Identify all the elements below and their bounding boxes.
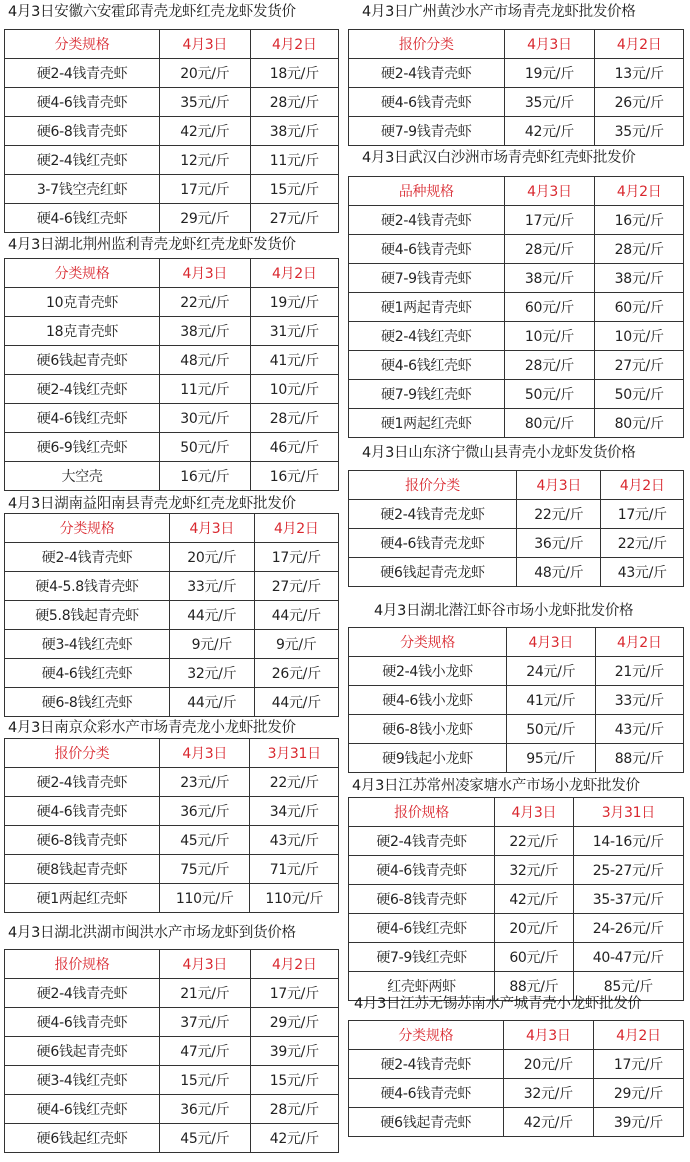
spec-cell: 硬4-5.8钱青壳虾	[5, 572, 170, 601]
spec-cell: 硬2-4钱青壳虾	[5, 768, 160, 797]
price-cell: 35元/斤	[504, 88, 595, 117]
price-cell: 41元/斤	[507, 686, 595, 715]
price-cell: 110元/斤	[250, 884, 339, 913]
table-row	[349, 715, 684, 744]
table-row	[5, 826, 339, 855]
price-cell: 22元/斤	[495, 827, 574, 856]
table-header-row	[349, 471, 684, 500]
price-cell: 41元/斤	[250, 346, 338, 375]
table-row	[5, 1008, 339, 1037]
spec-cell: 硬6钱起青壳虾	[5, 346, 160, 375]
price-cell: 32元/斤	[170, 659, 254, 688]
spec-cell: 硬4-6钱青壳虾	[5, 797, 160, 826]
price-cell: 34元/斤	[250, 797, 339, 826]
price-table	[348, 470, 684, 587]
table-row	[5, 117, 339, 146]
price-cell: 11元/斤	[160, 375, 250, 404]
table-row	[349, 322, 684, 351]
spec-cell: 硬7-9钱红壳虾	[349, 943, 495, 972]
header-cell: 4月2日	[601, 471, 684, 500]
price-cell: 39元/斤	[593, 1108, 683, 1137]
spec-cell: 硬6-8钱红壳虾	[5, 688, 170, 717]
price-cell: 20元/斤	[160, 59, 250, 88]
price-cell: 71元/斤	[250, 855, 339, 884]
table-row	[349, 1079, 684, 1108]
spec-cell: 硬2-4钱青壳虾	[349, 206, 505, 235]
price-cell: 38元/斤	[595, 264, 684, 293]
table-row	[5, 1066, 339, 1095]
table-row	[349, 88, 684, 117]
header-cell: 4月3日	[159, 739, 249, 768]
price-cell: 28元/斤	[504, 351, 595, 380]
header-cell: 3月31日	[573, 798, 683, 827]
spec-cell: 硬2-4钱青壳虾	[5, 979, 160, 1008]
header-cell: 4月2日	[254, 514, 338, 543]
table-row	[349, 59, 684, 88]
spec-cell: 硬6-8钱小龙虾	[349, 715, 507, 744]
header-cell: 4月2日	[593, 1021, 683, 1050]
table-row	[349, 943, 684, 972]
price-cell: 23元/斤	[159, 768, 249, 797]
price-cell: 15元/斤	[160, 1066, 250, 1095]
table-row	[349, 351, 684, 380]
header-cell: 报价分类	[349, 471, 517, 500]
price-table	[348, 176, 684, 438]
price-cell: 26元/斤	[595, 88, 684, 117]
header-cell: 报价规格	[349, 798, 495, 827]
spec-cell: 硬2-4钱青壳龙虾	[349, 500, 517, 529]
table-header-row	[349, 30, 684, 59]
price-cell: 36元/斤	[160, 1095, 250, 1124]
price-cell: 88元/斤	[595, 744, 683, 773]
header-cell: 4月3日	[495, 798, 574, 827]
spec-cell: 硬8钱起青壳虾	[5, 855, 160, 884]
spec-cell: 硬4-6钱红壳虾	[5, 659, 170, 688]
price-cell: 13元/斤	[595, 59, 684, 88]
header-cell: 报价分类	[5, 739, 160, 768]
price-cell: 42元/斤	[160, 117, 250, 146]
table-row	[349, 1108, 684, 1137]
spec-cell: 硬6-8钱青壳虾	[5, 826, 160, 855]
price-table	[4, 949, 339, 1153]
price-cell: 45元/斤	[159, 826, 249, 855]
table-row	[349, 500, 684, 529]
table-row	[5, 543, 339, 572]
spec-cell: 硬2-4钱青壳虾	[5, 543, 170, 572]
price-cell: 16元/斤	[250, 462, 338, 491]
spec-cell: 硬6钱起青壳龙虾	[349, 558, 517, 587]
spec-cell: 硬4-6钱红壳虾	[349, 914, 495, 943]
price-cell: 35元/斤	[160, 88, 250, 117]
table-row	[5, 572, 339, 601]
header-cell: 4月2日	[250, 30, 338, 59]
price-cell: 15元/斤	[250, 175, 338, 204]
table-row	[5, 204, 339, 233]
price-cell: 28元/斤	[595, 235, 684, 264]
table-header-row	[5, 739, 339, 768]
spec-cell: 硬7-9钱青壳虾	[349, 264, 505, 293]
spec-cell: 硬6-9钱红壳虾	[5, 433, 160, 462]
price-table	[4, 258, 339, 491]
price-cell: 43元/斤	[601, 558, 684, 587]
table-header-row	[349, 177, 684, 206]
table-row	[5, 433, 339, 462]
spec-cell: 硬2-4钱青壳虾	[349, 1050, 504, 1079]
spec-cell: 硬2-4钱青壳虾	[5, 59, 160, 88]
price-cell: 18元/斤	[250, 59, 338, 88]
table-row	[5, 88, 339, 117]
table-row	[5, 375, 339, 404]
price-cell: 10元/斤	[250, 375, 338, 404]
spec-cell: 硬4-6钱红壳虾	[349, 351, 505, 380]
price-cell: 50元/斤	[504, 380, 595, 409]
price-cell: 27元/斤	[595, 351, 684, 380]
price-table	[348, 797, 684, 1001]
price-cell: 60元/斤	[504, 293, 595, 322]
price-cell: 38元/斤	[160, 317, 250, 346]
header-cell: 分类规格	[349, 1021, 504, 1050]
price-cell: 38元/斤	[250, 117, 338, 146]
table-row	[5, 979, 339, 1008]
price-cell: 17元/斤	[160, 175, 250, 204]
price-table	[4, 513, 339, 717]
table-header-row	[5, 259, 339, 288]
table-row	[349, 206, 684, 235]
spec-cell: 硬6钱起青壳虾	[349, 1108, 504, 1137]
spec-cell: 硬1两起青壳虾	[349, 293, 505, 322]
price-cell: 33元/斤	[595, 686, 683, 715]
price-table-title: 4月3日江苏常州凌家塘水产市场小龙虾批发价	[352, 778, 640, 794]
price-cell: 60元/斤	[495, 943, 574, 972]
table-row	[349, 885, 684, 914]
price-table-title: 4月3日江苏无锡苏南水产城青壳小龙虾批发价	[354, 996, 642, 1012]
price-cell: 22元/斤	[250, 768, 339, 797]
price-table-title: 4月3日湖南益阳南县青壳龙虾红壳龙虾批发价	[8, 496, 296, 512]
price-cell: 44元/斤	[170, 688, 254, 717]
spec-cell: 硬2-4钱青壳虾	[349, 827, 495, 856]
spec-cell: 硬3-4钱红壳虾	[5, 1066, 160, 1095]
header-cell: 4月3日	[507, 628, 595, 657]
table-row	[349, 1050, 684, 1079]
price-cell: 17元/斤	[593, 1050, 683, 1079]
price-cell: 22元/斤	[601, 529, 684, 558]
header-cell: 4月2日	[595, 628, 683, 657]
spec-cell: 硬4-6钱青壳龙虾	[349, 529, 517, 558]
table-row	[349, 914, 684, 943]
spec-cell: 硬7-9钱红壳虾	[349, 380, 505, 409]
price-cell: 28元/斤	[504, 235, 595, 264]
price-cell: 19元/斤	[504, 59, 595, 88]
spec-cell: 硬4-6钱青壳虾	[349, 1079, 504, 1108]
price-cell: 15元/斤	[250, 1066, 338, 1095]
spec-cell: 硬4-6钱红壳虾	[5, 204, 160, 233]
spec-cell: 硬4-6钱红壳虾	[5, 404, 160, 433]
price-cell: 48元/斤	[160, 346, 250, 375]
spec-cell: 硬2-4钱红壳虾	[5, 375, 160, 404]
price-cell: 17元/斤	[601, 500, 684, 529]
spec-cell: 硬4-6钱小龙虾	[349, 686, 507, 715]
price-table-title: 4月3日广州黄沙水产市场青壳龙虾批发价格	[362, 4, 636, 20]
price-cell: 20元/斤	[495, 914, 574, 943]
table-row	[5, 59, 339, 88]
price-cell: 22元/斤	[517, 500, 601, 529]
header-cell: 3月31日	[250, 739, 339, 768]
price-cell: 12元/斤	[160, 146, 250, 175]
spec-cell: 硬6-8钱青壳虾	[349, 885, 495, 914]
price-cell: 22元/斤	[160, 288, 250, 317]
table-header-row	[349, 1021, 684, 1050]
table-row	[5, 797, 339, 826]
price-cell: 47元/斤	[160, 1037, 250, 1066]
price-table	[348, 1020, 684, 1137]
table-row	[5, 462, 339, 491]
price-cell: 32元/斤	[495, 856, 574, 885]
spec-cell: 硬2-4钱红壳虾	[349, 322, 505, 351]
spec-cell: 硬7-9钱青壳虾	[349, 117, 505, 146]
spec-cell: 硬2-4钱红壳虾	[5, 146, 160, 175]
header-cell: 4月3日	[504, 30, 595, 59]
header-cell: 报价分类	[349, 30, 505, 59]
price-cell: 45元/斤	[160, 1124, 250, 1153]
price-cell: 44元/斤	[170, 601, 254, 630]
table-row	[5, 1037, 339, 1066]
price-cell: 16元/斤	[595, 206, 684, 235]
price-table	[348, 29, 684, 146]
spec-cell: 硬1两起红壳虾	[5, 884, 160, 913]
table-row	[349, 827, 684, 856]
price-cell: 31元/斤	[250, 317, 338, 346]
price-table-title: 4月3日湖北荆州监利青壳龙虾红壳龙虾发货价	[8, 237, 296, 253]
header-cell: 分类规格	[5, 30, 160, 59]
price-cell: 27元/斤	[254, 572, 338, 601]
table-row	[5, 1124, 339, 1153]
price-cell: 38元/斤	[504, 264, 595, 293]
price-cell: 24-26元/斤	[573, 914, 683, 943]
price-table-title: 4月3日安徽六安霍邱青壳龙虾红壳龙虾发货价	[8, 4, 296, 20]
table-row	[349, 744, 684, 773]
table-row	[5, 175, 339, 204]
price-cell: 17元/斤	[504, 206, 595, 235]
header-cell: 4月3日	[503, 1021, 593, 1050]
price-table-title: 4月3日湖北洪湖市闽洪水产市场龙虾到货价格	[8, 925, 296, 941]
header-cell: 4月3日	[160, 259, 250, 288]
header-cell: 分类规格	[5, 259, 160, 288]
price-cell: 35元/斤	[595, 117, 684, 146]
spec-cell: 10克青壳虾	[5, 288, 160, 317]
header-cell: 4月2日	[595, 30, 684, 59]
price-cell: 28元/斤	[250, 404, 338, 433]
header-cell: 4月3日	[160, 30, 250, 59]
table-row	[349, 686, 684, 715]
spec-cell: 硬3-4钱红壳虾	[5, 630, 170, 659]
header-cell: 4月3日	[160, 950, 250, 979]
price-cell: 44元/斤	[254, 688, 338, 717]
price-cell: 60元/斤	[595, 293, 684, 322]
price-cell: 39元/斤	[250, 1037, 338, 1066]
spec-cell: 硬1两起红壳虾	[349, 409, 505, 438]
price-cell: 42元/斤	[250, 1124, 338, 1153]
price-table	[4, 29, 339, 233]
price-cell: 21元/斤	[160, 979, 250, 1008]
header-cell: 4月2日	[250, 950, 338, 979]
price-cell: 30元/斤	[160, 404, 250, 433]
table-row	[5, 601, 339, 630]
spec-cell: 硬4-6钱青壳虾	[5, 88, 160, 117]
header-cell: 品种规格	[349, 177, 505, 206]
header-cell: 分类规格	[5, 514, 170, 543]
table-row	[5, 146, 339, 175]
price-cell: 28元/斤	[250, 88, 338, 117]
price-table	[348, 627, 684, 773]
price-cell: 10元/斤	[595, 322, 684, 351]
price-cell: 32元/斤	[503, 1079, 593, 1108]
price-cell: 36元/斤	[517, 529, 601, 558]
table-row	[5, 346, 339, 375]
price-cell: 25-27元/斤	[573, 856, 683, 885]
price-cell: 33元/斤	[170, 572, 254, 601]
price-cell: 46元/斤	[250, 433, 338, 462]
price-cell: 17元/斤	[254, 543, 338, 572]
price-cell: 27元/斤	[250, 204, 338, 233]
table-row	[5, 659, 339, 688]
table-row	[349, 409, 684, 438]
spec-cell: 硬9钱起小龙虾	[349, 744, 507, 773]
price-cell: 50元/斤	[507, 715, 595, 744]
price-cell: 48元/斤	[517, 558, 601, 587]
table-header-row	[349, 798, 684, 827]
price-cell: 110元/斤	[159, 884, 249, 913]
price-cell: 17元/斤	[250, 979, 338, 1008]
spec-cell: 硬5.8钱起青壳虾	[5, 601, 170, 630]
price-cell: 10元/斤	[504, 322, 595, 351]
table-row	[5, 768, 339, 797]
price-cell: 88元/斤	[495, 972, 574, 1001]
price-cell: 29元/斤	[160, 204, 250, 233]
price-cell: 80元/斤	[595, 409, 684, 438]
spec-cell: 硬4-6钱青壳虾	[349, 235, 505, 264]
table-row	[349, 529, 684, 558]
price-cell: 26元/斤	[254, 659, 338, 688]
price-cell: 35-37元/斤	[573, 885, 683, 914]
price-cell: 50元/斤	[595, 380, 684, 409]
price-table-title: 4月3日山东济宁微山县青壳小龙虾发货价格	[362, 445, 636, 461]
spec-cell: 硬4-6钱青壳虾	[349, 856, 495, 885]
price-cell: 16元/斤	[160, 462, 250, 491]
price-cell: 44元/斤	[254, 601, 338, 630]
header-cell: 报价规格	[5, 950, 160, 979]
price-cell: 37元/斤	[160, 1008, 250, 1037]
table-row	[349, 264, 684, 293]
spec-cell: 硬6钱起青壳虾	[5, 1037, 160, 1066]
header-cell: 4月3日	[517, 471, 601, 500]
header-cell: 分类规格	[349, 628, 507, 657]
table-row	[349, 293, 684, 322]
table-header-row	[5, 30, 339, 59]
table-row	[5, 317, 339, 346]
price-cell: 42元/斤	[503, 1108, 593, 1137]
table-row	[5, 404, 339, 433]
header-cell: 4月3日	[504, 177, 595, 206]
table-row	[5, 688, 339, 717]
header-cell: 4月2日	[250, 259, 338, 288]
table-row	[5, 855, 339, 884]
table-row	[5, 630, 339, 659]
price-cell: 28元/斤	[250, 1095, 338, 1124]
price-cell: 11元/斤	[250, 146, 338, 175]
price-cell: 43元/斤	[250, 826, 339, 855]
price-cell: 43元/斤	[595, 715, 683, 744]
price-cell: 40-47元/斤	[573, 943, 683, 972]
table-row	[5, 1095, 339, 1124]
price-cell: 19元/斤	[250, 288, 338, 317]
price-cell: 80元/斤	[504, 409, 595, 438]
price-cell: 85元/斤	[573, 972, 683, 1001]
table-row	[349, 380, 684, 409]
spec-cell: 硬2-4钱小龙虾	[349, 657, 507, 686]
price-cell: 75元/斤	[159, 855, 249, 884]
price-cell: 20元/斤	[170, 543, 254, 572]
spec-cell: 硬2-4钱青壳虾	[349, 59, 505, 88]
price-cell: 20元/斤	[503, 1050, 593, 1079]
spec-cell: 红壳虾两虾	[349, 972, 495, 1001]
price-cell: 29元/斤	[593, 1079, 683, 1108]
table-row	[349, 856, 684, 885]
price-table-title: 4月3日南京众彩水产市场青壳龙小龙虾批发价	[8, 720, 296, 736]
spec-cell: 18克青壳虾	[5, 317, 160, 346]
price-table-title: 4月3日武汉白沙洲市场青壳虾红壳虾批发价	[362, 150, 636, 166]
price-table-title: 4月3日湖北潜江虾谷市场小龙虾批发价格	[374, 603, 634, 619]
spec-cell: 硬6-8钱青壳虾	[5, 117, 160, 146]
table-row	[349, 117, 684, 146]
price-cell: 42元/斤	[504, 117, 595, 146]
price-cell: 29元/斤	[250, 1008, 338, 1037]
spec-cell: 硬4-6钱青壳虾	[5, 1008, 160, 1037]
table-row	[349, 558, 684, 587]
price-cell: 95元/斤	[507, 744, 595, 773]
table-row	[349, 235, 684, 264]
spec-cell: 硬6钱起红壳虾	[5, 1124, 160, 1153]
table-row	[5, 288, 339, 317]
table-row	[349, 657, 684, 686]
price-cell: 21元/斤	[595, 657, 683, 686]
price-cell: 50元/斤	[160, 433, 250, 462]
price-cell: 42元/斤	[495, 885, 574, 914]
price-cell: 36元/斤	[159, 797, 249, 826]
price-cell: 14-16元/斤	[573, 827, 683, 856]
table-header-row	[5, 950, 339, 979]
price-table	[4, 738, 339, 913]
price-cell: 24元/斤	[507, 657, 595, 686]
spec-cell: 大空壳	[5, 462, 160, 491]
table-row	[5, 884, 339, 913]
price-cell: 9元/斤	[254, 630, 338, 659]
table-header-row	[349, 628, 684, 657]
spec-cell: 3-7钱空壳红虾	[5, 175, 160, 204]
spec-cell: 硬4-6钱红壳虾	[5, 1095, 160, 1124]
header-cell: 4月2日	[595, 177, 684, 206]
header-cell: 4月3日	[170, 514, 254, 543]
spec-cell: 硬4-6钱青壳虾	[349, 88, 505, 117]
table-header-row	[5, 514, 339, 543]
price-cell: 9元/斤	[170, 630, 254, 659]
